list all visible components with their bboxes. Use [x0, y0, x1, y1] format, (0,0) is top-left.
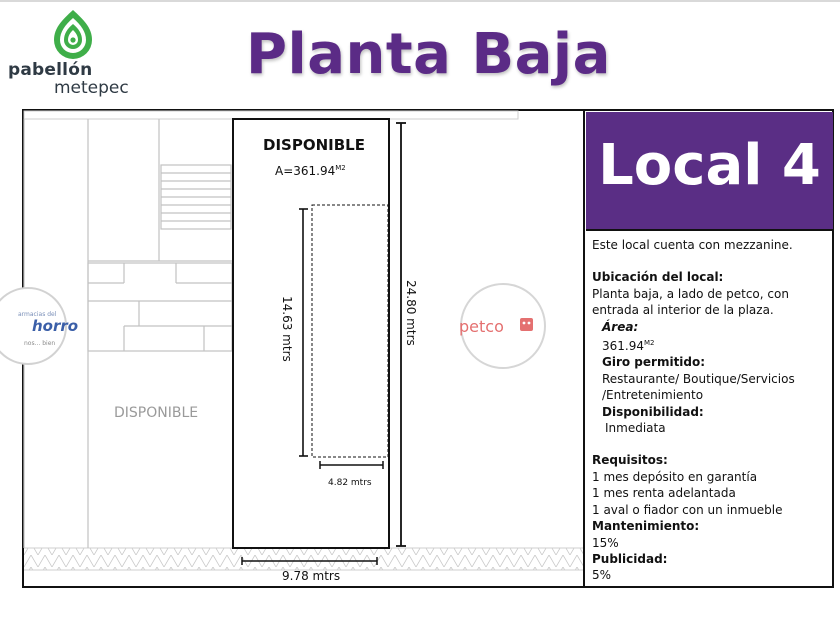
panel-divider [583, 111, 585, 588]
brand-wordmark [8, 62, 129, 97]
requirement-1: 1 mes depósito en garantía [592, 469, 758, 484]
location-text: Planta baja, a lado de petco, con entrada al interior de la plaza. [592, 286, 789, 318]
dim-mezz-width-label: 4.82 mtrs [328, 478, 372, 488]
use-line-2: /Entretenimiento [602, 388, 704, 403]
petco-pet-icon [520, 318, 533, 331]
maintenance-value: 15% [592, 535, 619, 550]
use-label: Giro permitido: [602, 355, 706, 370]
area-label: Área: [602, 319, 639, 334]
advertising-value: 5% [592, 568, 612, 583]
dim-total-width-label: 9.78 mtrs [282, 569, 341, 583]
requirement-3: 1 aval o fiador con un inmueble [592, 502, 783, 517]
left-area-label: DISPONIBLE [114, 405, 199, 421]
location-label: Ubicación del local: [592, 270, 724, 285]
top-wall [24, 111, 518, 119]
local-info [592, 237, 832, 584]
top-rule [0, 0, 840, 2]
petco-logo [459, 284, 545, 368]
availability-value: Inmediata [605, 421, 666, 436]
left-store-small-text: armacias del [18, 311, 57, 318]
walkway-pattern [24, 548, 583, 570]
area-value: $361.94^{M2}$ [602, 339, 655, 354]
brand-line-1: pabellón [8, 60, 93, 80]
page-title: Planta Baja [246, 22, 611, 87]
petco-logo-text: petco [459, 317, 504, 336]
advertising-label: Publicidad: [592, 551, 668, 566]
requirement-2: 1 mes renta adelantada [592, 486, 736, 501]
pabellon-logo-icon [50, 6, 96, 62]
dim-total-height-label: 24.80 mtrs [404, 280, 418, 346]
local-title: Local 4 [598, 133, 821, 198]
requirements-label: Requisitos: [592, 453, 668, 468]
local-area-text: $A=361.94^{M2}$ [275, 164, 346, 178]
brand-line-2: metepec [54, 78, 129, 98]
left-store-tagline: nos... bien [24, 340, 56, 347]
left-store-logo-text: horro [32, 317, 79, 335]
use-line-1: Restaurante/ Boutique/Servicios [602, 371, 795, 386]
dim-mezz-height-label: 14.63 mtrs [280, 296, 294, 362]
floor-plan [18, 111, 583, 586]
maintenance-label: Mantenimiento: [592, 519, 700, 534]
intro-text: Este local cuenta con mezzanine. [592, 238, 793, 252]
availability-label: Disponibilidad: [602, 404, 704, 419]
left-store-logo [0, 288, 78, 364]
local-status-label: DISPONIBLE [263, 136, 365, 154]
